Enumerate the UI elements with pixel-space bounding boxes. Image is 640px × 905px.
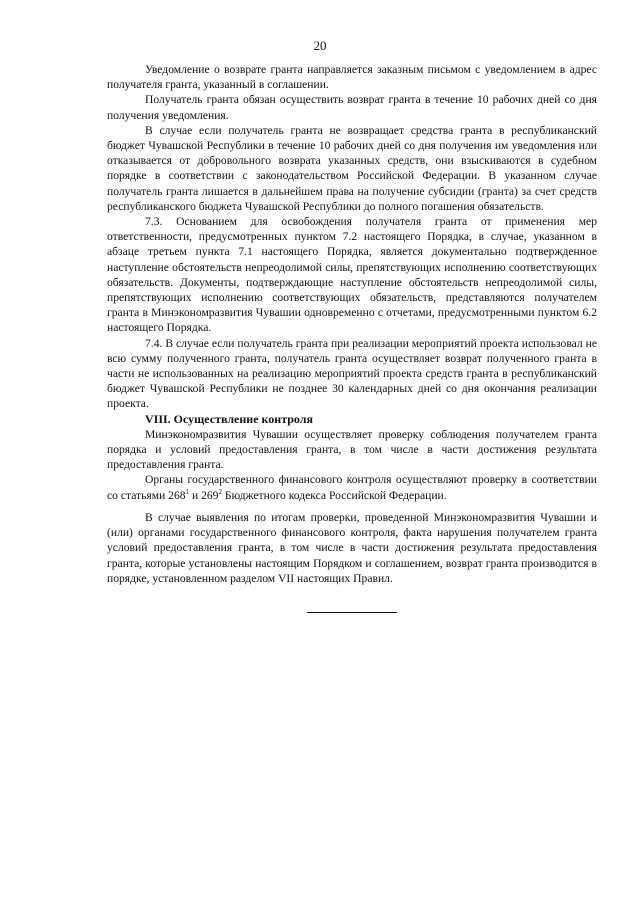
paragraph-ministry-control: Минэкономразвития Чувашии осуществляет проверку соблюдения получателем гранта порядка и условий предоставления гранта, в том числе в части достижения результата предоставления гранта. <box>107 427 597 472</box>
end-rule <box>307 612 397 613</box>
paragraph-violation-return: В случае выявления по итогам проверки, проведенной Минэкономразвития Чувашии и (или) органами государственного финансового контроля, факта нарушения получателем гранта условий предоставления гранта, в том числе в части достижения результата предоставления гранта, которые установлены настоящим Порядком и соглашением, возврат гранта производится в порядке, установленном разделом VII настоящих Правил. <box>107 510 597 585</box>
paragraph-7-4: 7.4. В случае если получатель гранта при реализации мероприятий проекта использовал не всю сумму полученного гранта, получатель гранта осуществляет возврат полученного гранта в части не использованных на реализацию мероприятий проекта средств гранта в республиканский бюджет Чувашской Республики не позднее 30 календарных дней со дня окончания реализации проекта. <box>107 336 597 411</box>
paragraph-return-deadline: Получатель гранта обязан осуществить возврат гранта в течение 10 рабочих дней со дня получения уведомления. <box>107 93 597 122</box>
paragraph-financial-control-text-a: Органы государственного финансового контроля осуществляют проверку в соответствии со статьями 268 <box>107 473 597 502</box>
paragraph-financial-control-text-b: и 269 <box>189 488 219 502</box>
paragraph-gap <box>107 503 597 510</box>
paragraph-court-recovery: В случае если получатель гранта не возвращает средства гранта в республиканский бюджет Чувашской Республики в течение 10 рабочих дней со дня получения им уведомления или отказывается от добровольного возврата указанных средств, они взыскиваются в судебном порядке в соответствии с законодательством Российской Федерации. В указанном случае получатель гранта лишается в дальнейшем права на получение субсидии (гранта) за счет средств республиканского бюджета Чувашской Республики до полного погашения обязательств. <box>107 123 597 213</box>
section-heading: VIII. Осуществление контроля <box>145 411 313 426</box>
paragraph-return-notice: Уведомление о возврате гранта направляется заказным письмом с уведомлением в адрес получателя гранта, указанный в соглашении. <box>107 63 597 92</box>
article-268-superscript: 1 <box>185 487 190 496</box>
paragraph-financial-control <box>107 472 597 502</box>
paragraph-7-3: 7.3. Основанием для освобождения получателя гранта от применения мер ответственности, предусмотренных пунктом 7.2 настоящего Порядка, в случае, указанном в абзаце третьем пункта 7.1 настоящего Порядка, является документально подтвержденное наступление обстоятельств непреодолимой силы, препятствующих исполнению соответствующих обязательств. Документы, подтверждающие наступление обстоятельств непреодолимой силы, препятствующих исполнению соответствующих обязательств, представляются получателем гранта в Минэкономразвития Чувашии одновременно с отчетами, предусмотренными пунктом 6.2 настоящего Порядка. <box>107 215 597 335</box>
paragraph-financial-control-text-c: Бюджетного кодекса Российской Федерации. <box>221 488 447 502</box>
page-number: 20 <box>313 38 327 53</box>
document-body <box>107 62 597 613</box>
article-269-superscript: 2 <box>218 487 222 496</box>
